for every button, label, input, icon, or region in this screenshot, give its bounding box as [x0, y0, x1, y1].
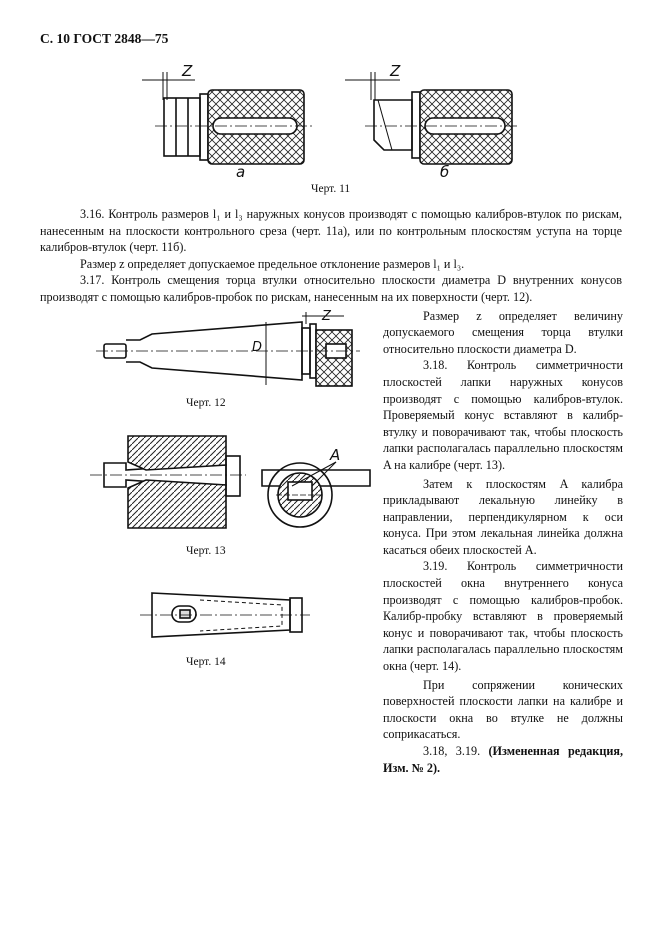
paragraph-3-16-z: Размер z определяет допускаемое предельное отклонение размеров l₁ и l₃.: [80, 256, 465, 271]
fig11-caption: Черт. 11: [311, 183, 351, 195]
body-text: [40, 206, 622, 776]
amendment-prefix: 3.18, 3.19.: [423, 744, 481, 758]
fig11-dim-z: Z: [182, 62, 193, 80]
fig11-label-b: б: [440, 163, 450, 181]
paragraph-3-17: 3.17. Контроль смещения торца втулки относительно плоскости диаметра D внутренних конусов производят с помощью калибров-пробок по рискам, нанесенным на их поверхности (черт. 12).: [40, 273, 622, 304]
figure-11b-drawing: [345, 72, 520, 164]
paragraph-3-18: 3.18. Контроль симметричности плоскостей лапки наружных конусов производят с помощью калибров-втулок. Проверяемый конус вставляют в калибр-втулку и поворачивают так, чтобы плоскость лапки располагалась параллельно плоскостям A на калибре (черт. 13).: [383, 358, 623, 472]
amendment-text: (Измененная редакция, Изм. № 2).: [383, 744, 623, 775]
paragraph-3-18-ruler: Затем к плоскостям A калибра прикладывают лекальную линейку в направлении, перпендикулярном к оси конуса. При этом лекальная линейка должна касаться обеих плоскостей A.: [383, 476, 623, 557]
fig12-diameter-d: D: [252, 340, 263, 355]
right-column: [383, 308, 623, 777]
fig12-dim-z: Z: [322, 309, 331, 324]
fig11b-dim-z: Z: [390, 62, 401, 80]
fig13-plane-a: A: [330, 446, 341, 464]
fig12-caption: Черт. 12: [186, 397, 226, 409]
amendment-note: [383, 743, 623, 776]
paragraph-3-17-z: Размер z определяет величину допускаемого смещения торца втулки относительно плоскости диаметра D.: [383, 308, 623, 356]
fig14-caption: Черт. 14: [186, 656, 226, 668]
fig11-label-a: а: [236, 163, 246, 181]
fig13-caption: Черт. 13: [186, 545, 226, 557]
paragraph-3-19: 3.19. Контроль симметричности плоскостей окна внутреннего конуса производят с помощью калибров-пробок. Калибр-пробку вставляют в проверяемый конус и поворачивают так, чтобы плоскость лапки располагалась параллельно плоскостям окна (черт. 14).: [383, 559, 623, 674]
paragraph-3-19-note: При сопряжении конических поверхностей плоскости лапки на калибре и плоскости окна во втулке не должны соприкасаться.: [383, 677, 623, 742]
paragraph-3-16: 3.16. Контроль размеров l₁ и l₃ наружных конусов производят с помощью калибров-втулок по рискам, нанесенным на плоскости контрольного среза (черт. 11а), или по контрольным плоскостям уступа на торце калибров-втулок (черт. 11б).: [40, 207, 622, 255]
figure-11a-drawing: [142, 72, 312, 164]
page-header: С. 10 ГОСТ 2848—75: [40, 31, 169, 46]
